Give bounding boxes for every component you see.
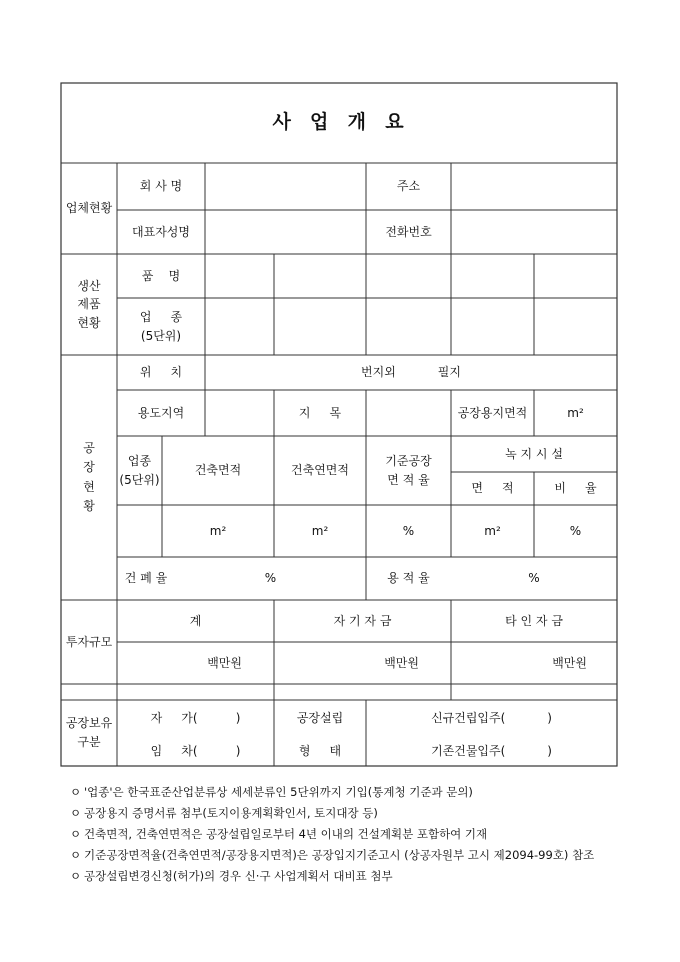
green-area-label: 면 적 xyxy=(471,481,514,496)
note-item xyxy=(70,782,594,803)
green-ratio-unit: % xyxy=(569,523,582,538)
setup-type-label-2: 형 태 xyxy=(298,743,342,758)
borrowed-capital-label: 타 인 자 금 xyxy=(505,613,563,628)
products-section-label: 생산 제품 현황 xyxy=(77,278,101,330)
bullet-icon: ㅇ xyxy=(70,785,82,799)
coverage-ratio-label: 건 폐 율 xyxy=(124,571,168,586)
floor-area-label: 건축연면적 xyxy=(291,463,349,478)
green-area-unit: m² xyxy=(484,523,501,538)
note-text: 기준공장면적율(건축연면적/공장용지면적)은 공장입지기준고시 (상공자원부 고시 제2094-99호) 참조 xyxy=(84,848,595,862)
investment-total-label: 계 xyxy=(189,613,202,628)
note-text: 공장용지 증명서류 첨부(토지이용계획확인서, 토지대장 등) xyxy=(84,806,378,820)
company-section-label: 업체현황 xyxy=(65,201,113,216)
investment-section-label: 투자규모 xyxy=(65,634,113,649)
green-facility-label: 녹 지 시 설 xyxy=(505,446,563,461)
form-title: 사 업 개 요 xyxy=(272,111,406,134)
setup-type-label: 공장설립 xyxy=(296,710,344,725)
note-item xyxy=(70,803,594,824)
factory-industry-label: 업종 (5단위) xyxy=(119,453,160,487)
floor-area-ratio-label: 용 적 율 xyxy=(387,571,430,586)
product-name-label: 품 명 xyxy=(141,268,181,283)
company-name-field[interactable] xyxy=(205,163,366,210)
land-category-label: 지 목 xyxy=(298,405,342,420)
note-text: 공장설립변경신청(허가)의 경우 신·구 사업계획서 대비표 첨부 xyxy=(84,869,393,883)
product-industry-label: 업 종 (5단위) xyxy=(139,309,183,343)
leased-option[interactable]: 임 차( ) xyxy=(150,743,241,758)
representative-label: 대표자성명 xyxy=(132,224,190,239)
floor-area-ratio-unit: % xyxy=(528,571,540,586)
note-item xyxy=(70,824,594,845)
note-text: '업종'은 한국표준산업분류상 세세분류인 5단위까지 기입(통계청 기준과 문의) xyxy=(84,785,473,799)
building-area-unit: m² xyxy=(209,523,227,538)
std-ratio-unit: % xyxy=(402,523,415,538)
note-item xyxy=(70,845,594,866)
bullet-icon: ㅇ xyxy=(70,806,82,820)
location-value[interactable]: 번지외 필지 xyxy=(361,365,461,380)
representative-field[interactable] xyxy=(205,210,366,254)
factory-section-label: 공 장 현 황 xyxy=(83,441,95,513)
own-capital-label: 자 기 자 금 xyxy=(333,613,392,628)
bullet-icon: ㅇ xyxy=(70,827,82,841)
coverage-ratio-unit: % xyxy=(264,571,277,586)
owned-option[interactable]: 자 가( ) xyxy=(150,710,241,725)
address-field[interactable] xyxy=(451,163,617,210)
note-text: 건축면적, 건축연면적은 공장설립일로부터 4년 이내의 건설계획분 포함하여 기재 xyxy=(84,827,488,841)
ownership-section-label: 공장보유 구분 xyxy=(65,716,113,749)
address-label: 주소 xyxy=(396,179,421,194)
company-name-label: 회 사 명 xyxy=(139,179,183,194)
phone-field[interactable] xyxy=(451,210,617,254)
location-label: 위 치 xyxy=(139,365,183,380)
note-item xyxy=(70,866,594,887)
floor-area-unit: m² xyxy=(311,523,329,538)
phone-label: 전화번호 xyxy=(385,224,432,239)
form-notes xyxy=(70,782,594,887)
site-area-unit: m² xyxy=(567,405,584,420)
borrowed-capital-unit: 백만원 xyxy=(552,655,587,670)
zone-label: 용도지역 xyxy=(137,405,185,420)
bullet-icon: ㅇ xyxy=(70,848,82,862)
existing-building-option[interactable]: 기존건물입주( ) xyxy=(431,743,552,758)
std-area-ratio-label: 기준공장 면 적 율 xyxy=(385,453,432,487)
green-ratio-label: 비 율 xyxy=(554,481,597,496)
own-capital-unit: 백만원 xyxy=(384,655,419,670)
investment-total-unit: 백만원 xyxy=(207,655,242,670)
site-area-label: 공장용지면적 xyxy=(457,405,528,420)
bullet-icon: ㅇ xyxy=(70,869,82,883)
new-building-option[interactable]: 신규건립입주( ) xyxy=(431,710,552,725)
building-area-label: 건축면적 xyxy=(194,463,242,478)
